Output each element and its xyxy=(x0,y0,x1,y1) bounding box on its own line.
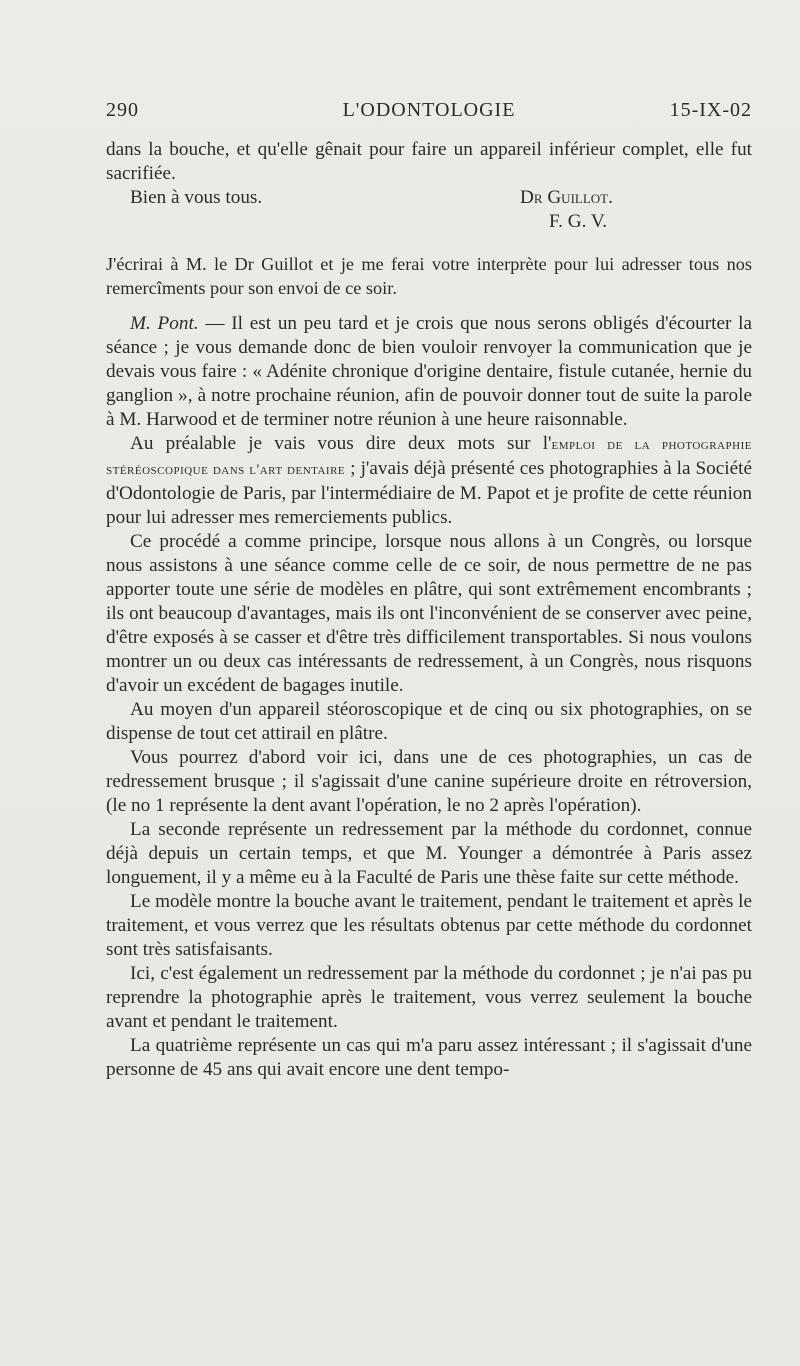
topic-small-caps: emploi de la photographie stéréoscopique dans l'art dentaire xyxy=(106,437,752,478)
signature-line xyxy=(106,186,752,210)
signature-initials-line xyxy=(106,210,752,234)
paragraph xyxy=(106,432,752,530)
signature-initials: F. G. V. xyxy=(549,211,608,232)
paragraph xyxy=(106,312,752,432)
text-run: ; j'avais déjà présenté ces photographies à la Société d'Odontologie de Paris, par l'intermédiaire de M. Papot et je profite de cette réunion pour lui adresser mes remerciements publics. xyxy=(106,458,752,528)
paragraph: Au moyen d'un appareil stéoroscopique et de cinq ou six photographies, on se dispense de tout cet attirail en plâtre. xyxy=(106,699,752,744)
paragraph: Ici, c'est également un redressement par la méthode du cordonnet ; je n'ai pas pu reprendre la photographie après le traitement, vous verrez seulement la bouche avant et pendant le traitement. xyxy=(106,963,752,1032)
text-run: Au préalable je vais vous dire deux mots sur l' xyxy=(130,433,552,454)
spacer xyxy=(106,234,752,252)
paragraph: dans la bouche, et qu'elle gênait pour faire un appareil inférieur complet, elle fut sacrifiée. xyxy=(106,139,752,184)
journal-title: L'ODONTOLOGIE xyxy=(342,99,516,121)
paragraph: Vous pourrez d'abord voir ici, dans une de ces photographies, un cas de redressement brusque ; il s'agissait d'une canine supérieure droite en rétroversion, (le no 1 représente la dent avant l'opération, le no 2 après l'opération). xyxy=(106,747,752,816)
running-header xyxy=(106,99,752,129)
signature-name: Dr Guillot. xyxy=(520,187,613,208)
speech-text: — Il est un peu tard et je crois que nous serons obligés d'écourter la séance ; je vous demande donc de bien vouloir renvoyer la communication que je devais vous faire : « Adénite chronique d'origine dentaire, fistule cutanée, hernie du ganglion », à notre prochaine réunion, afin de pouvoir donner tout de suite la parole à M. Harwood et de terminer notre réunion à une heure raisonnable. xyxy=(106,313,752,430)
paragraph: La seconde représente un redressement par la méthode du cordonnet, connue déjà depuis un certain temps, et que M. Younger a démontrée à Paris assez longuement, il y a même eu à la Faculté de Paris une thèse faite sur cette méthode. xyxy=(106,819,752,888)
paragraph: Le modèle montre la bouche avant le traitement, pendant le traitement et après le traitement, et vous verrez que les résultats obtenus par cette méthode du cordonnet sont très satisfaisants. xyxy=(106,891,752,960)
closing-phrase: Bien à vous tous. xyxy=(130,187,263,208)
spacer xyxy=(106,300,752,312)
page-number: 290 xyxy=(106,99,139,121)
paragraph: Ce procédé a comme principe, lorsque nous allons à un Congrès, ou lorsque nous assistons à une séance comme celle de ce soir, de nous permettre de ne pas apporter toute une série de modèles en plâtre, qui sont extrêmement encombrants ; ils ont beaucoup d'avantages, mais ils ont l'inconvénient de se conserver avec peine, d'être exposés à se casser et d'être très difficilement transportables. Si nous voulons montrer un ou deux cas intéressants de redressement, à un Congrès, nous risquons d'avoir un excédent de bagages inutile. xyxy=(106,531,752,696)
speaker-name: M. Pont. xyxy=(130,313,199,334)
issue-date: 15-IX-02 xyxy=(669,99,752,121)
body-text xyxy=(106,138,752,1082)
paragraph: La quatrième représente un cas qui m'a paru assez intéressant ; il s'agissait d'une personne de 45 ans qui avait encore une dent tempo- xyxy=(106,1035,752,1080)
paragraph: J'écrirai à M. le Dr Guillot et je me ferai votre interprète pour lui adresser tous nos remercîments pour son envoi de ce soir. xyxy=(106,254,752,298)
